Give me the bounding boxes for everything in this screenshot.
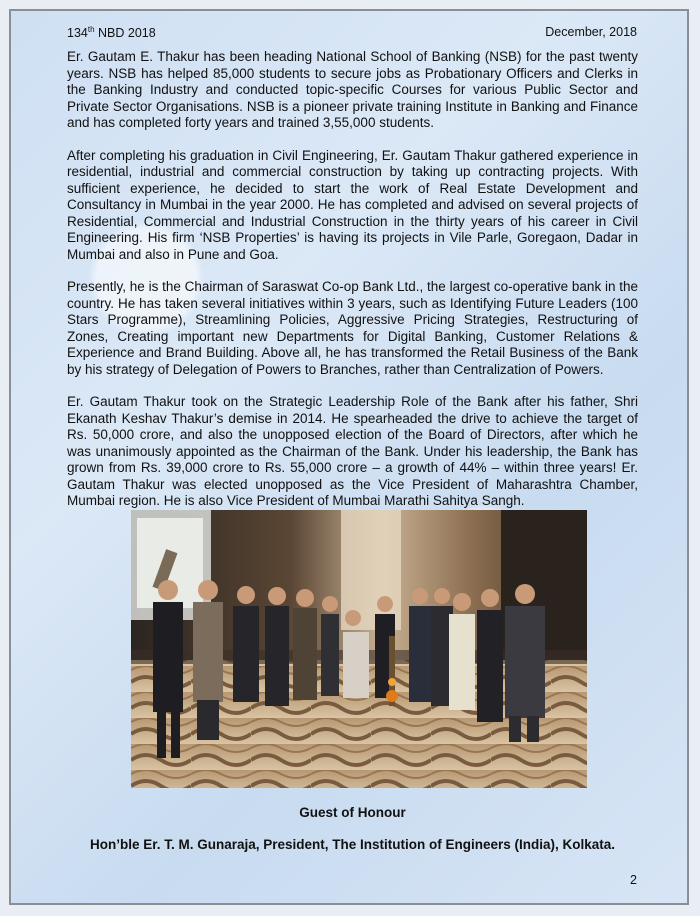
paragraph-leadership: Er. Gautam Thakur took on the Strategic Leadership Role of the Bank after his father, Shri Ekanath Keshav Thakur’s demise in 2014. He spearheaded the drive to achieve the target of Rs. 50,000 crore, and also the unopposed election of the Board of Directors, after which he was unanimously appointed as the Chairman of the Bank. Under his leadership, the Bank has grown from Rs. 39,000 crore to Rs. 55,000 crore – a growth of 44% – within three years! Er. Gautam Thakur was elected unopposed as the Vice President of Maharashtra Chamber, Mumbai region. He is also Vice President of Mumbai Marathi Sahitya Sangh.: [67, 394, 638, 508]
edition-number: 134: [67, 26, 88, 41]
edition-label: [67, 25, 156, 40]
paragraph-chairman: Presently, he is the Chairman of Saraswat Co-op Bank Ltd., the largest co-operative bank in the country. He has taken several initiatives within 3 years, such as Identifying Future Leaders (100 Stars Programme), Streamlining Policies, Aggressive Pricing Strategies, Restructuring of Zones, Creating important new Departments for Digital Banking, Customer Relations & Experience and Brand Building. Above all, he has transformed the Retail Business of the Bank by his strategy of Delegation of Powers to Branches, rather than Centralization of Powers.: [67, 279, 638, 377]
paragraph-engineering: After completing his graduation in Civil Engineering, Er. Gautam Thakur gathered experience in residential, industrial and commercial construction by taking up contracting projects. With sufficient experience, he decided to start the work of Real Estate Development and Consultancy in Mumbai in the year 2000. He has completed and advised on several projects of Residential, Commercial and Industrial Construction in the thirty years of his career in Civil Engineering. His firm ‘NSB Properties’ is having its projects in Vile Parle, Goregaon, Dadar in Mumbai and also in Pune and Goa.: [67, 147, 638, 262]
event-photo: [131, 510, 587, 788]
edition-name: NBD 2018: [98, 26, 156, 41]
header-date: December, 2018: [545, 25, 637, 39]
edition-suffix: th: [87, 25, 95, 34]
lamp-lighting-photo: [131, 510, 587, 788]
article-body: [67, 49, 638, 526]
page-number: 2: [630, 873, 637, 887]
page: [9, 9, 689, 905]
caption-title: Guest of Honour: [299, 805, 406, 820]
caption-subtitle: Hon’ble Er. T. M. Gunaraja, President, The Institution of Engineers (India), Kolkata.: [89, 837, 616, 852]
paragraph-nsb: Er. Gautam E. Thakur has been heading National School of Banking (NSB) for the past twenty years. NSB has helped 85,000 students to secure jobs as Probationary Officers and Clerks in the Banking Industry and conducted topic-specific Courses for various Public Sector and Private Sector Organisations. NSB is a pioneer private training Institute in Banking and Finance and has completed forty years and trained 3,55,000 students.: [67, 49, 638, 130]
